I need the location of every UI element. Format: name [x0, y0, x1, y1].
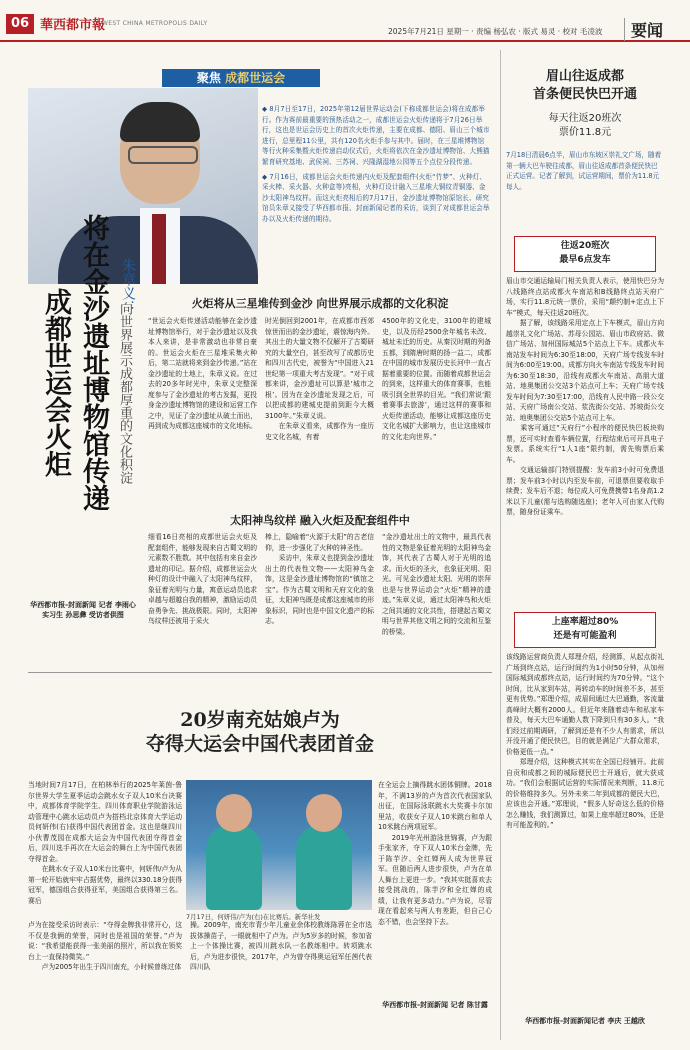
section-heading-2: 太阳神鸟纹样 融入火炬及配套组件中 [230, 514, 410, 527]
diver-right-face [306, 794, 342, 832]
issue-meta: 2025年7月21日 星期一 · 责编 杨弘农 · 版式 易灵 · 校对 毛凌波 [388, 27, 603, 36]
intro-paragraph-1: ◆ 8月7日至17日，2025年第12届世界运动会(下称成都世运会)将在成都举行。作为赛前最重要的预热活动之一，成都世运会火炬传递将于7月26日举行，这也是世运会历史上的首次火炬传递，主要在成都、德阳、眉山三个城市进行，总里程11公里，共有120名火炬手参与其中。届时，在三星堆博物馆等行火种采集暨火炬传递启动仪式后，火炬将依次在金沙遗址博物馆、大熊猫繁育研究基地、武侯祠、三苏祠、兴隆湖湿地公园等五个点位分段传递。 [262, 105, 490, 166]
bottom-column-left: 当地时间7月17日，在柏林举行的2025年莱茵-鲁尔世界大学生夏季运动会跳水女子双人10米台决赛中，成都体育学院学生、四川体育职业学院游泳运动管理中心跳水运动员卢为搭档北京体育大学运动员何妍伟(右)获得中国代表团首金。这也是继四川小伙曹茂园在成都大运会为中国代表团夺得首金后，四川选手再次在大运会的舞台上为中国代表团夺得首金。 在跳水女子双人10米台比赛中，何妍伟/卢为从第一轮开始就牢牢占据优势，最终以330.18分获得冠军，德国组合获得亚军，美国组合获得第三名。赛后 [28, 781, 182, 905]
right-subheadline-line-2: 票价11.8元 [558, 127, 612, 138]
bottom-article-credit: 华西都市报-封面新闻 记者 陈甘露 [382, 1001, 488, 1009]
right-article-credit: 华西都市报-封面新闻记者 李庆 王越欣 [525, 1017, 645, 1025]
right-text-2: 该线路运营商负责人郑理介绍，经测算，从起点街礼广场到终点站，运行时间约为1小时50分钟，从加州国际城到成都终点站，运行时间约为70分钟。“这个时间，比从家到车站，再转动车的时间差不多，甚至更有优势。”郑理介绍，成眉间通过大巴通勤，客流量高峰时大概有2000人。但近年来随着动车和私家车普及，每天大巴车通勤人数下降到只有30多人。“我们经过前期调研，了解到还是有不少人有需求，所以开没开通了便民快巴，目的就是满足广大群众需求，价格更低一点。” 郑理介绍，这种模式其实在全国已经铺开。此前自贡和成都之间的城际便民巴士开通后，就大获成功。“我们会根据试运营的实际情况来判断，11.8元的价格维持多久。另外未来二年到成都的便民大巴，应该也会开通。”郑理说，“假多人好奇这么低的价格怎么赚钱，我们测算过，如果上座率超过80%，还是有可能盈利的。” [506, 653, 664, 829]
diver-right-body [296, 824, 352, 910]
right-subhead-2-line-2: 还是有可能盈利 [553, 631, 617, 641]
headline-line-2: 成都世运会火炬 [40, 288, 71, 477]
photo-caption: 7月17日，何妍伟/卢为(右)在比赛后。新华社发 [186, 913, 321, 921]
section-1-column-1: “世运会火炬传递活动能够在金沙遗址博物馆举行，对于金沙遗址以及我本人来讲，是非常激动也非常自豪的。世运会火炬在三星堆采集火种后，第二站就将来到金沙传递。”站在金沙遗址的土地上，朱章义说。在过去的20多年时光中，朱章义完整深度参与了金沙遗址的考古发掘，更投身金沙遗址博物馆的建设和运营工作之中，见证了金沙遗址从破土而出，再到成为成都这座城市的文化地标。 [148, 317, 257, 430]
portrait-glasses [128, 146, 198, 164]
section-label: 要闻 [624, 18, 663, 41]
subtitle-text: 向世界展示成都厚重的文化积淀 [117, 302, 132, 484]
bottom-headline-line-2: 夺得大运会中国代表团首金 [145, 733, 374, 755]
headline-line-1: 将在金沙遗址博物馆传递 [78, 214, 109, 511]
right-subhead-1-line-2: 最早6点发车 [559, 255, 611, 265]
portrait-photo [28, 88, 258, 284]
right-subhead-box-1 [514, 236, 656, 272]
top-article-credit: 华西都市报-封面新闻 记者 李雨心 实习生 孙思彝 受访者供图 [30, 601, 136, 619]
right-headline-line-2: 首条便民快巴开通 [532, 87, 637, 102]
section-1-body [148, 316, 492, 442]
right-headline-line-1: 眉山往返成都 [545, 69, 624, 84]
portrait-tie [152, 214, 166, 284]
section-1-column-3: 4500年的文化史，3100年的建城史，以及历经2500余年城名未改、城址未迁的历史。从秦汉时期的列备五都，到隋唐时期的扬一益二，成都在中国的城市发展历史长河中一直占据着重要的位置。而随着成都世运会的到来，这样重大的体育赛事，也能吸引到全世界的目光。“我们常说‘跟着赛事去旅游’，通过这样的赛事和火炬传递活动，能够让成都这座历史文化名城扩大影响力，也让这座城市的文化走向世界。” [382, 317, 491, 441]
divers-photo [186, 780, 372, 910]
focus-banner [162, 69, 320, 87]
bottom-column-mid-2: 操。2009年，南充市青少年儿童业余体校教练陈蓉在全市选拔体操苗子，一眼就相中了卢为。卢为5岁多的时候，参加省上一个体操比赛，被四川跳水队一名教练相中。转项跳水后，卢为进步很快，2017年，卢为曾夺得奥运冠军任茜代表四川队 [190, 921, 372, 971]
banner-prefix: 聚焦 [196, 71, 226, 85]
section-heading-1: 火炬将从三星堆传到金沙 向世界展示成都的文化积淀 [191, 297, 449, 310]
diver-left-body [206, 824, 262, 910]
article-divider [28, 672, 492, 673]
bottom-headline-line-1: 20岁南充姑娘卢为 [180, 709, 340, 731]
section-2-body [148, 532, 492, 637]
intro-text [262, 104, 490, 229]
portrait-hair [120, 102, 200, 142]
section-1-column-2: 时光倒回到2001年，在成都市西郊惊世而出的金沙遗址，震惊海内外。其出土的大量文物不仅解开了古蜀研究的大量空白，甚至改写了成都历史和四川古代史，被誉为“中国进入21世纪第一项重大考古发现”。“对于成都来讲，金沙遗址可以算是‘城市之根’。因为在金沙遗址发现之后，可以把成都的建城史提前到距今大概3100年。”朱章义说。 在朱章义看来，成都作为一座历史文化名城，有着 [265, 317, 374, 441]
diver-left-face [216, 794, 252, 832]
right-text-1: 眉山市交通运输局门相关负责人表示，使用快巴分为八线路终点站成都火车南站和B线路终点站天府广场，实行11.8元统一票价，采用“颠约制+定点上下车”模式，每天往返20班次。 据了解，该线路采用定点上下车模式，眉山方向越崇礼文化广场站、苏母公园站、眉山市政府站、微信广场站、加州国际城站5个站点上下车。成都火车南站发车时间为6:30至18:00，天府广场专线发车时间为6:00至19:00。成都方向火车南站专线发车时间为6:30至18:30，沿线有成都火车南站、高朋大道站、地奥集团公交站3个站点可上车；天府广场专线发车时间为7:30至17:00，沿线有人民中路一段公交站、天府广场南公交站、浆洗街公交站、苏坡街公交站、地奥集团公交站5个站点可上车。 乘客可通过“天府行”小程序的便民快巴板块购票，还可实时查看车辆位置，行程结束后可开具电子发票。系统实行“1人1座”限约制，需先购票后乘车。 交通运输部门特别提醒：发车前3小时可免费退票；发车前3小时以内至发车前，可退票但要收取手续费；发车后不退；每位成人可免费携带1名身高1.2米以下儿童(需与选购随选座)；老年人可由家人代购票，随身份证乘车。 [506, 277, 664, 516]
right-subhead-2-line-1: 上座率超过80% [551, 617, 619, 627]
bottom-row-columns [28, 920, 372, 973]
bottom-column-right: 在全运会上摘得跳水团体铜牌。2018年，不满13岁的卢为首次代表国家队出征，在国际泳联跳水大奖赛卡尔加里站，收获女子双人10米跳台和单人10米跳台两项冠军。 2019年光州游泳世锦赛，卢为跟手张家齐，夺下双人10米台金牌，先于陈芋汐、全红婵两人成为世界冠军。但随后两人进步很快，卢为在单人舞台上更进一步。“我其实挺喜欢去接受挑战的，陈芋汐和全红婵的成绩，让我有更多动力。”卢为说，尽管现在看起来与两人有差距，但自己心态不错，也会坚持下去。 [378, 781, 492, 926]
subtitle-name: 朱章义： [120, 258, 136, 314]
intro-paragraph-2: ◆ 7月16日，成都世运会火炬传递内火炬及配套组件(火炬“竹梦”、火种灯、采火棒、采火器、火种盒等)亮相，火种灯设计融入三星堆大铜纹青铜器、金沙太阳神鸟纹样。而这火炬亮相后的7月17日，金沙遗址博物馆原馆长、研究馆员朱章义接受了华西都市报、封面新闻记者的采访，谈到了对成都世运会举办以及火炬传递的期待。 [262, 172, 490, 223]
banner-highlight: 成都世运会 [225, 71, 286, 85]
right-subheadline [506, 112, 664, 140]
section-2-column-3: “金沙遗址出土的文物中，最具代表性的文物是象征着光明的太阳神鸟金饰，其代表了古蜀人对于光明的追求。而火炬的圣火，也象征光明、阳光。可见金沙遗址太阳、光明的崇拜也是与世界运动会“火炬”精神的遗迹。”朱章义说，通过太阳神鸟和火炬之间共通的文化共性，搭建起古蜀文明与世界其他文明之间的交流和互鉴的桥梁。 [382, 533, 491, 636]
bottom-column-mid-1: 卢为在接受采访时表示：“夺得金牌我非常开心，这不仅是我俩的荣誉，同时也是祖国的荣誉。”卢为说：“我希望能获得一张美丽的照片，所以我在领奖台上一直保持微笑。” 卢为2005年出生于四川南充，小时候曾练过体 [28, 921, 182, 971]
bottom-headline [28, 708, 492, 756]
newspaper-logo: 華西都市報 [40, 18, 106, 33]
newspaper-english-name: WEST CHINA METROPOLIS DAILY [102, 20, 208, 27]
right-intro: 7月18日清晨6点半，眉山市东坡区崇礼文广场，随着第一辆大巴车驶往成都，眉山往返成都首条便民快巴正式运营。记者了解到，试运营期间，票价为11.8元每人。 [506, 151, 662, 191]
right-subhead-1-line-1: 往返20班次 [560, 241, 610, 251]
column-divider [500, 50, 501, 1040]
right-headline [506, 68, 664, 104]
right-subheadline-line-1: 每天往返20班次 [548, 113, 622, 124]
section-2-column-2: 棒上，隐喻着“火源于太阳”的古老信仰，进一步强化了火种的神圣性。 采访中，朱章义也提到金沙遗址出土的代表性文物——太阳神鸟金饰，这是金沙遗址博物馆的“镇馆之宝”。作为古蜀文明和天府文化的象征，太阳神鸟既是成都这座城市的形象标识，同时也是中国文化遗产的标志。 [265, 533, 374, 625]
section-2-column-1: 细看16日亮相的成都世运会火炬及配套组件，能够发现来自古蜀文明的元素数不胜数。其中包括有来自金沙遗址的印记。据介绍，成都世运会火种灯的设计中融入了太阳神鸟纹样，象征着光明与力量，寓意运动员追求卓越与超越自我的精神，激励运动员奋勇争先、挑战极限。同时，太阳神鸟纹样还被用于采火 [148, 533, 257, 625]
page-number: 06 [6, 14, 34, 34]
right-subhead-box-2 [514, 612, 656, 648]
